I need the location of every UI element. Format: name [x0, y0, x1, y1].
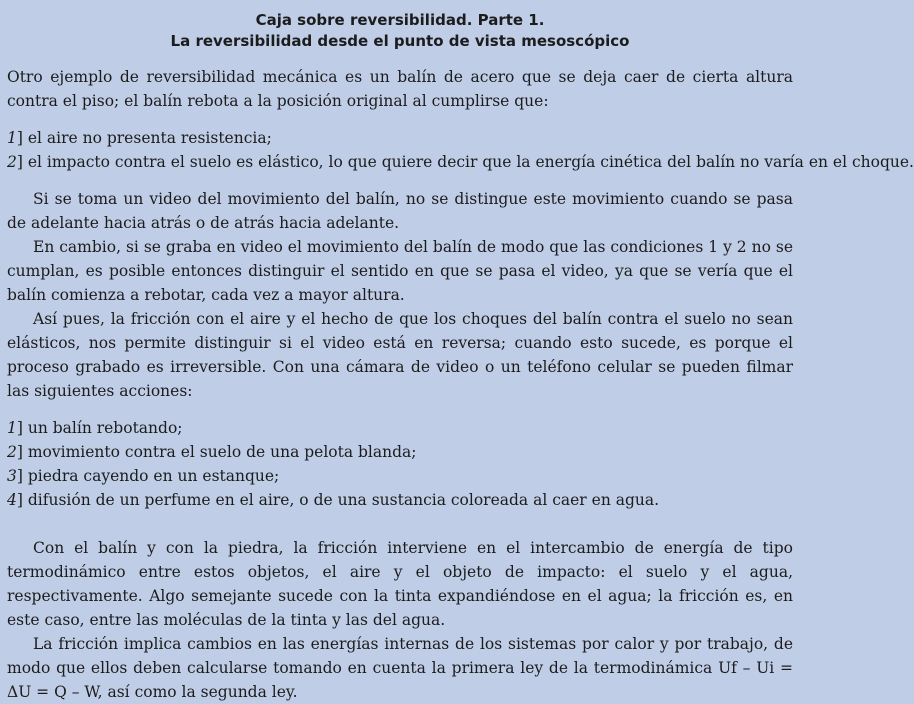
condition-number: 2 [7, 153, 17, 171]
action-number: 1 [7, 419, 17, 437]
friction-paragraph: Así pues, la fricción con el aire y el hecho de que los choques del balín contra el suelo no sean elásticos, nos permite distinguir si el video está en reversa; cuando esto sucede, es porque el proceso grabado es irreversible. Con una cámara de video o un teléfono celular se pueden filmar las siguientes acciones: [7, 310, 793, 400]
action-number: 2 [7, 443, 17, 461]
intro-paragraph: Otro ejemplo de reversibilidad mecánica es un balín de acero que se deja caer de cierta altura contra el piso; el balín rebota a la posición original al cumplirse que: [7, 68, 793, 110]
action-number: 3 [7, 467, 17, 485]
box-title [7, 10, 793, 52]
action-number: 4 [7, 491, 17, 509]
action-text: ] difusión de un perfume en el aire, o de una sustancia coloreada al caer en agua. [16, 491, 660, 509]
action-text: ] movimiento contra el suelo de una pelota blanda; [16, 443, 417, 461]
condition-text: ] el impacto contra el suelo es elástico, lo que quiere decir que la energía cinética del balín no varía en el choque. [16, 153, 914, 171]
condition-text: ] el aire no presenta resistencia; [16, 129, 272, 147]
energy-exchange-paragraph: Con el balín y con la piedra, la fricción interviene en el intercambio de energía de tipo termodinámico entre estos objetos, el aire y el objeto de impacto: el suelo y el agua, respectivamente. Algo semejante sucede con la tinta expandiéndose en el agua; la fricción es, en este caso, entre las moléculas de la tinta y las del agua. [7, 539, 793, 629]
action-item-2 [7, 440, 793, 464]
action-item-4 [7, 488, 793, 512]
action-item-3 [7, 464, 793, 488]
action-text: ] un balín rebotando; [16, 419, 183, 437]
box-title-line-1: Caja sobre reversibilidad. Parte 1. [255, 11, 545, 29]
conditions-list [7, 126, 914, 174]
box-title-line-2: La reversibilidad desde el punto de vista mesoscópico [170, 32, 630, 50]
thermodynamics-paragraph: La fricción implica cambios en las energías internas de los sistemas por calor y por trabajo, de modo que ellos deben calcularse tomando en cuenta la primera ley de la termodinámica Uf – Ui = ΔU = Q – W, así como la segunda ley. [7, 635, 793, 701]
video-paragraph: Si se toma un video del movimiento del balín, no se distingue este movimiento cuando se pasa de adelante hacia atrás o de atrás hacia adelante. [7, 190, 793, 232]
condition-item-2 [7, 150, 914, 174]
action-text: ] piedra cayendo en un estanque; [16, 467, 280, 485]
conditions-broken-paragraph: En cambio, si se graba en video el movimiento del balín de modo que las condiciones 1 y 2 no se cumplan, es posible entonces distinguir el sentido en que se pasa el video, ya que se vería que el balín comienza a rebotar, cada vez a mayor altura. [7, 238, 793, 304]
actions-list [7, 416, 793, 512]
action-item-1 [7, 416, 793, 440]
condition-item-1 [7, 126, 793, 150]
condition-number: 1 [7, 129, 17, 147]
